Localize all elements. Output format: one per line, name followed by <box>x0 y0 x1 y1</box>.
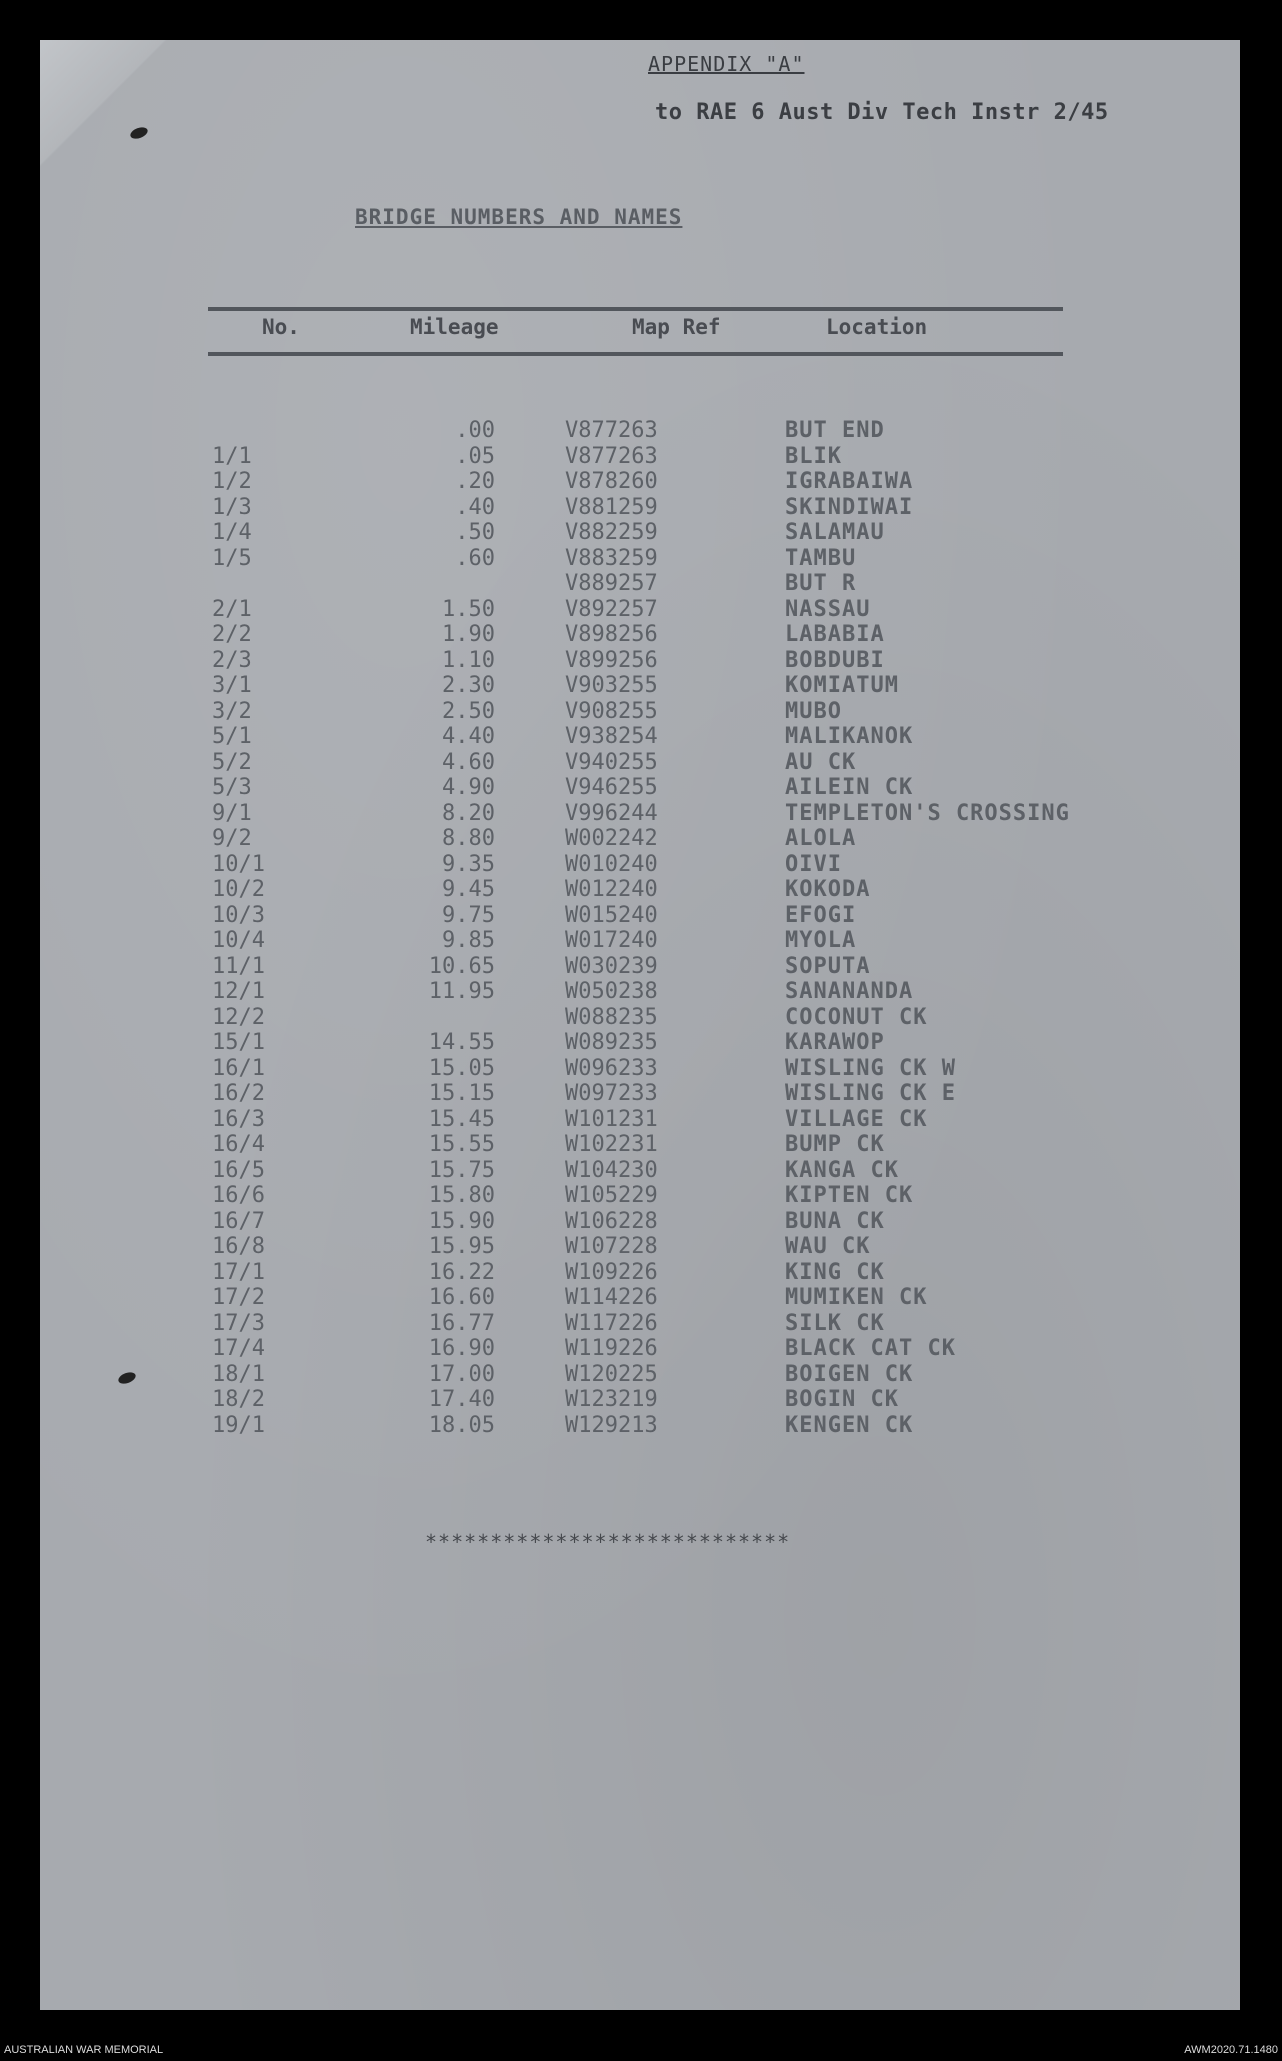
bridge-number: 1/2 <box>212 469 252 494</box>
location-name: WAU CK <box>785 1234 871 1259</box>
bridge-number: 2/3 <box>212 647 252 673</box>
location-name: BUNA CK <box>785 1208 885 1234</box>
column-header-location: Location <box>826 315 928 339</box>
bridge-number: 11/1 <box>212 953 265 979</box>
instruction-reference: to RAE 6 Aust Div Tech Instr 2/45 <box>655 100 1109 125</box>
map-reference: V878260 <box>565 469 658 494</box>
bridge-number: 1/1 <box>212 443 252 469</box>
map-reference: W017240 <box>565 928 658 953</box>
location-name: KARAWOP <box>785 1030 885 1055</box>
bridge-number: 16/6 <box>212 1183 265 1208</box>
bridge-number: 5/3 <box>212 775 252 800</box>
map-reference: V882259 <box>565 520 658 545</box>
mileage-value: 4.90 <box>442 775 495 800</box>
location-name: KENGEN CK <box>785 1412 914 1438</box>
table-row <box>0 903 1200 929</box>
location-name: COCONUT CK <box>785 1004 928 1030</box>
table-row <box>0 801 1200 827</box>
mileage-value: 1.50 <box>442 596 495 622</box>
map-reference: V881259 <box>565 494 658 520</box>
mileage-value: 16.60 <box>428 1285 495 1310</box>
table-row <box>0 1005 1200 1031</box>
mileage-value: 17.40 <box>428 1387 495 1412</box>
column-header-mileage: Mileage <box>410 315 499 339</box>
table-row <box>0 775 1200 801</box>
map-reference: W129213 <box>565 1412 658 1438</box>
location-name: BOIGEN CK <box>785 1361 914 1387</box>
bridge-number: 16/3 <box>212 1106 265 1132</box>
mileage-value: 16.22 <box>428 1259 495 1285</box>
table-row <box>0 1030 1200 1056</box>
mileage-value: .40 <box>455 494 495 520</box>
location-name: EFOGI <box>785 902 857 928</box>
map-reference: W107228 <box>565 1234 658 1259</box>
table-row <box>0 877 1200 903</box>
table-row <box>0 648 1200 674</box>
bridge-number: 15/1 <box>212 1030 265 1055</box>
mileage-value: 15.95 <box>428 1234 495 1259</box>
location-name: IGRABAIWA <box>785 469 914 494</box>
location-name: KING CK <box>785 1259 885 1285</box>
document-title: BRIDGE NUMBERS AND NAMES <box>355 205 683 229</box>
mileage-value: 9.45 <box>442 877 495 902</box>
map-reference: W097233 <box>565 1081 658 1106</box>
bridge-number: 17/4 <box>212 1336 265 1361</box>
table-row <box>0 699 1200 725</box>
bridge-number: 18/2 <box>212 1387 265 1412</box>
bridge-number: 10/2 <box>212 877 265 902</box>
table-row <box>0 1107 1200 1133</box>
folded-corner <box>40 40 220 170</box>
column-header-map-ref: Map Ref <box>632 315 721 339</box>
mileage-value: 1.90 <box>442 622 495 647</box>
location-name: ALOLA <box>785 826 857 851</box>
map-reference: V996244 <box>565 800 658 826</box>
map-reference: W105229 <box>565 1183 658 1208</box>
table-row <box>0 979 1200 1005</box>
bridge-number: 1/3 <box>212 494 252 520</box>
table-row <box>0 724 1200 750</box>
mileage-value: 16.90 <box>428 1336 495 1361</box>
map-reference: V898256 <box>565 622 658 647</box>
bridge-number: 10/1 <box>212 851 265 877</box>
location-name: SILK CK <box>785 1310 885 1336</box>
mileage-value: 15.90 <box>428 1208 495 1234</box>
mileage-value: .50 <box>455 520 495 545</box>
map-reference: V908255 <box>565 698 658 724</box>
bridge-number: 5/1 <box>212 724 252 749</box>
bridge-number: 10/3 <box>212 902 265 928</box>
map-reference: W123219 <box>565 1387 658 1412</box>
mileage-value: .05 <box>455 443 495 469</box>
map-reference: V940255 <box>565 749 658 775</box>
bridge-number: 12/1 <box>212 979 265 1004</box>
mileage-value: 15.55 <box>428 1132 495 1157</box>
location-name: SKINDIWAI <box>785 494 914 520</box>
map-reference: W015240 <box>565 902 658 928</box>
table-row <box>0 597 1200 623</box>
location-name: MUBO <box>785 698 842 724</box>
location-name: TEMPLETON'S CROSSING <box>785 800 1070 826</box>
map-reference: V877263 <box>565 418 658 443</box>
map-reference: W002242 <box>565 826 658 851</box>
appendix-heading: APPENDIX "A" <box>648 52 805 76</box>
mileage-value: 4.60 <box>442 749 495 775</box>
mileage-value: 10.65 <box>428 953 495 979</box>
map-reference: V946255 <box>565 775 658 800</box>
table-row <box>0 546 1200 572</box>
table-top-rule <box>208 307 1063 311</box>
table-row <box>0 622 1200 648</box>
location-name: WISLING CK E <box>785 1081 956 1106</box>
location-name: KOMIATUM <box>785 673 899 698</box>
location-name: AU CK <box>785 749 857 775</box>
bridge-number: 9/2 <box>212 826 252 851</box>
map-reference: W012240 <box>565 877 658 902</box>
mileage-value: 18.05 <box>428 1412 495 1438</box>
table-row <box>0 1285 1200 1311</box>
location-name: BOBDUBI <box>785 647 885 673</box>
table-row <box>0 852 1200 878</box>
location-name: BLACK CAT CK <box>785 1336 956 1361</box>
mileage-value: 9.75 <box>442 902 495 928</box>
bridge-number: 17/3 <box>212 1310 265 1336</box>
location-name: SOPUTA <box>785 953 871 979</box>
table-row <box>0 418 1200 444</box>
map-reference: W106228 <box>565 1208 658 1234</box>
bridge-number: 16/2 <box>212 1081 265 1106</box>
footer-institution: AUSTRALIAN WAR MEMORIAL <box>4 2044 164 2056</box>
table-row <box>0 750 1200 776</box>
bridge-number: 17/1 <box>212 1259 265 1285</box>
location-name: AILEIN CK <box>785 775 914 800</box>
map-reference: V883259 <box>565 545 658 571</box>
table-row <box>0 1183 1200 1209</box>
location-name: OIVI <box>785 851 842 877</box>
map-reference: V938254 <box>565 724 658 749</box>
table-row <box>0 954 1200 980</box>
table-row <box>0 928 1200 954</box>
map-reference: W050238 <box>565 979 658 1004</box>
map-reference: W119226 <box>565 1336 658 1361</box>
table-row <box>0 495 1200 521</box>
mileage-value: 16.77 <box>428 1310 495 1336</box>
table-row <box>0 1260 1200 1286</box>
location-name: LABABIA <box>785 622 885 647</box>
location-name: BOGIN CK <box>785 1387 899 1412</box>
map-reference: W104230 <box>565 1157 658 1183</box>
mileage-value: 14.55 <box>428 1030 495 1055</box>
map-reference: W117226 <box>565 1310 658 1336</box>
mileage-value: 15.80 <box>428 1183 495 1208</box>
table-header-rule <box>208 352 1063 356</box>
map-reference: W089235 <box>565 1030 658 1055</box>
table-row <box>0 1132 1200 1158</box>
bridge-number: 16/7 <box>212 1208 265 1234</box>
table-row <box>0 520 1200 546</box>
map-reference: V903255 <box>565 673 658 698</box>
table-row <box>0 1056 1200 1082</box>
location-name: VILLAGE CK <box>785 1106 928 1132</box>
table-row <box>0 1081 1200 1107</box>
location-name: MUMIKEN CK <box>785 1285 928 1310</box>
bridge-number: 1/4 <box>212 520 252 545</box>
table-row <box>0 1362 1200 1388</box>
location-name: TAMBU <box>785 545 857 571</box>
table-row <box>0 469 1200 495</box>
location-name: BUMP CK <box>785 1132 885 1157</box>
map-reference: W096233 <box>565 1055 658 1081</box>
mileage-value: 9.85 <box>442 928 495 953</box>
bridge-number: 19/1 <box>212 1412 265 1438</box>
mileage-value: .20 <box>455 469 495 494</box>
bridge-number: 16/4 <box>212 1132 265 1157</box>
bridge-number: 16/5 <box>212 1157 265 1183</box>
mileage-value: 15.15 <box>428 1081 495 1106</box>
map-reference: V899256 <box>565 647 658 673</box>
mileage-value: 15.75 <box>428 1157 495 1183</box>
mileage-value: 2.50 <box>442 698 495 724</box>
table-row <box>0 1234 1200 1260</box>
table-row <box>0 673 1200 699</box>
location-name: MYOLA <box>785 928 857 953</box>
bridge-number: 16/1 <box>212 1055 265 1081</box>
location-name: KANGA CK <box>785 1157 899 1183</box>
mileage-value: 15.05 <box>428 1055 495 1081</box>
column-header-no: No. <box>262 315 300 339</box>
mileage-value: 1.10 <box>442 647 495 673</box>
bridge-number: 2/2 <box>212 622 252 647</box>
bridge-number: 5/2 <box>212 749 252 775</box>
table-row <box>0 1209 1200 1235</box>
map-reference: W102231 <box>565 1132 658 1157</box>
map-reference: W109226 <box>565 1259 658 1285</box>
table-row <box>0 444 1200 470</box>
map-reference: W030239 <box>565 953 658 979</box>
bridge-number: 18/1 <box>212 1361 265 1387</box>
location-name: SALAMAU <box>785 520 885 545</box>
location-name: KOKODA <box>785 877 871 902</box>
map-reference: V892257 <box>565 596 658 622</box>
map-reference: W088235 <box>565 1004 658 1030</box>
mileage-value: 9.35 <box>442 851 495 877</box>
location-name: BUT END <box>785 418 885 443</box>
bridge-number: 3/2 <box>212 698 252 724</box>
table-row <box>0 571 1200 597</box>
mileage-value: .60 <box>455 545 495 571</box>
mileage-value: 4.40 <box>442 724 495 749</box>
mileage-value: 8.80 <box>442 826 495 851</box>
bridge-number: 16/8 <box>212 1234 265 1259</box>
bridge-table-body <box>0 418 1200 1438</box>
location-name: WISLING CK W <box>785 1055 956 1081</box>
location-name: BUT R <box>785 571 857 596</box>
mileage-value: 2.30 <box>442 673 495 698</box>
table-row <box>0 1311 1200 1337</box>
bridge-number: 2/1 <box>212 596 252 622</box>
table-row <box>0 826 1200 852</box>
bridge-number: 17/2 <box>212 1285 265 1310</box>
map-reference: W101231 <box>565 1106 658 1132</box>
table-row <box>0 1387 1200 1413</box>
end-marker: **************************** <box>425 1530 791 1554</box>
footer-accession-number: AWM2020.71.1480 <box>1184 2044 1278 2056</box>
location-name: MALIKANOK <box>785 724 914 749</box>
mileage-value: 11.95 <box>428 979 495 1004</box>
map-reference: W120225 <box>565 1361 658 1387</box>
map-reference: V877263 <box>565 443 658 469</box>
location-name: SANANANDA <box>785 979 914 1004</box>
bridge-number: 9/1 <box>212 800 252 826</box>
mileage-value: 8.20 <box>442 800 495 826</box>
mileage-value: 15.45 <box>428 1106 495 1132</box>
location-name: NASSAU <box>785 596 871 622</box>
bridge-number: 1/5 <box>212 545 252 571</box>
table-row <box>0 1336 1200 1362</box>
map-reference: W010240 <box>565 851 658 877</box>
location-name: KIPTEN CK <box>785 1183 914 1208</box>
table-row <box>0 1413 1200 1439</box>
bridge-number: 3/1 <box>212 673 252 698</box>
location-name: BLIK <box>785 443 842 469</box>
map-reference: W114226 <box>565 1285 658 1310</box>
table-row <box>0 1158 1200 1184</box>
bridge-number: 12/2 <box>212 1004 265 1030</box>
mileage-value: .00 <box>455 418 495 443</box>
map-reference: V889257 <box>565 571 658 596</box>
bridge-number: 10/4 <box>212 928 265 953</box>
mileage-value: 17.00 <box>428 1361 495 1387</box>
